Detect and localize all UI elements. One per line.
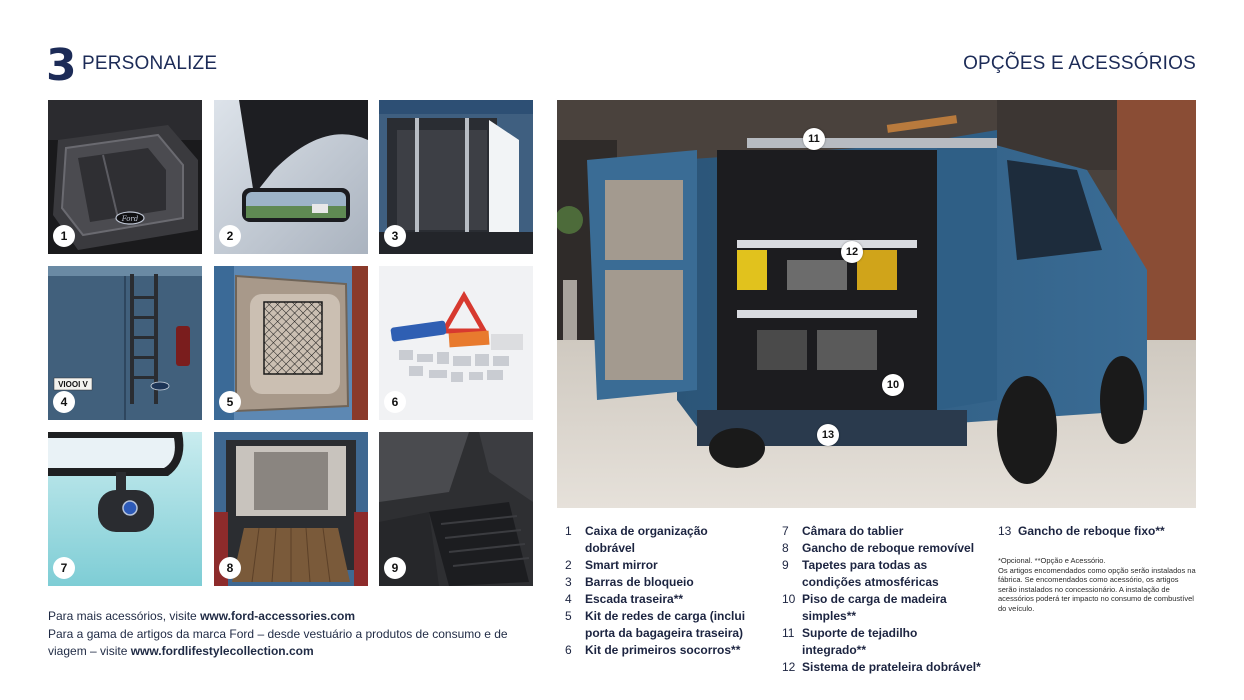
tile-dash-camera[interactable] [48,432,202,586]
tile-badge: 3 [384,225,406,247]
tile-floor-mats[interactable] [379,432,533,586]
tile-badge: 2 [219,225,241,247]
hero-badge-tow-hook: 13 [817,424,839,446]
svg-text:Ford: Ford [121,215,139,223]
list-item: 10 Piso de carga de madeira simples** [782,592,947,623]
list-item: 8 Gancho de reboque removível [782,541,975,555]
tile-badge: 1 [53,225,75,247]
tile-badge: 4 [53,391,75,413]
list-item: 6 Kit de primeiros socorros** [565,643,741,657]
list-item: 1 Caixa de organização dobrável [565,524,708,555]
tile-organizer-box[interactable] [48,100,202,254]
tile-rear-ladder[interactable] [48,266,202,420]
tile-cargo-floor[interactable] [214,432,368,586]
accessories-link-line [48,608,538,625]
list-item: 9 Tapetes para todas as condições atmosféricas [782,558,939,589]
list-item: 2 Smart mirror [565,558,658,572]
hero-badge-shelving: 12 [841,241,863,263]
tile-lock-bars[interactable] [379,100,533,254]
list-item: 13 Gancho de reboque fixo** [998,524,1165,538]
section-title: PERSONALIZE [82,53,218,74]
footnote [998,556,1196,614]
hero-badge-roof-rack: 11 [803,128,825,150]
list-item: 7 Câmara do tablier [782,524,904,538]
page-title: OPÇÕES E ACESSÓRIOS [963,53,1196,74]
list-item: 3 Barras de bloqueio [565,575,694,589]
link-prefix: Para a gama de artigos da marca Ford – desde vestuário a produtos de consumo e de viagem – visite [48,627,508,658]
tile-badge: 6 [384,391,406,413]
list-item: 11 Suporte de tejadilho integrado** [782,626,918,657]
van-cargo-illustration [557,100,1196,508]
accessories-list-2 [782,523,982,676]
list-item: 12 Sistema de prateleira dobrável* [782,660,981,674]
links-block [48,608,538,661]
list-item: 5 Kit de redes de carga (inclui porta da bagageira traseira) [565,609,746,640]
license-plate-text: VIOOI V [58,380,88,389]
tile-badge: 9 [384,557,406,579]
accessories-list-3 [998,523,1198,540]
link-prefix: Para mais acessórios, visite [48,609,201,623]
tile-badge: 5 [219,391,241,413]
ford-lifestyle-link[interactable]: www.fordlifestylecollection.com [130,644,314,658]
accessories-list-1 [565,523,760,659]
ford-accessories-link[interactable]: www.ford-accessories.com [200,609,356,623]
footnote-legend: *Opcional. **Opção e Acessório. [998,556,1106,565]
tile-smart-mirror[interactable] [214,100,368,254]
section-number: 3 [46,40,75,91]
hero-badge-wood-floor: 10 [882,374,904,396]
footnote-body: Os artigos encomendados como opção serão instalados na fábrica. Se encomendados como acessório, os artigos serão instalados no concessionário. A instalação de acessórios poderá ter impacto no consumo de combustível do veículo. [998,565,1196,613]
lifestyle-link-line [48,626,538,660]
tile-badge: 8 [219,557,241,579]
list-item: 4 Escada traseira** [565,592,684,606]
tile-cargo-net[interactable] [214,266,368,420]
tile-first-aid-kit[interactable] [379,266,533,420]
tile-badge: 7 [53,557,75,579]
hero-van-image [557,100,1196,508]
